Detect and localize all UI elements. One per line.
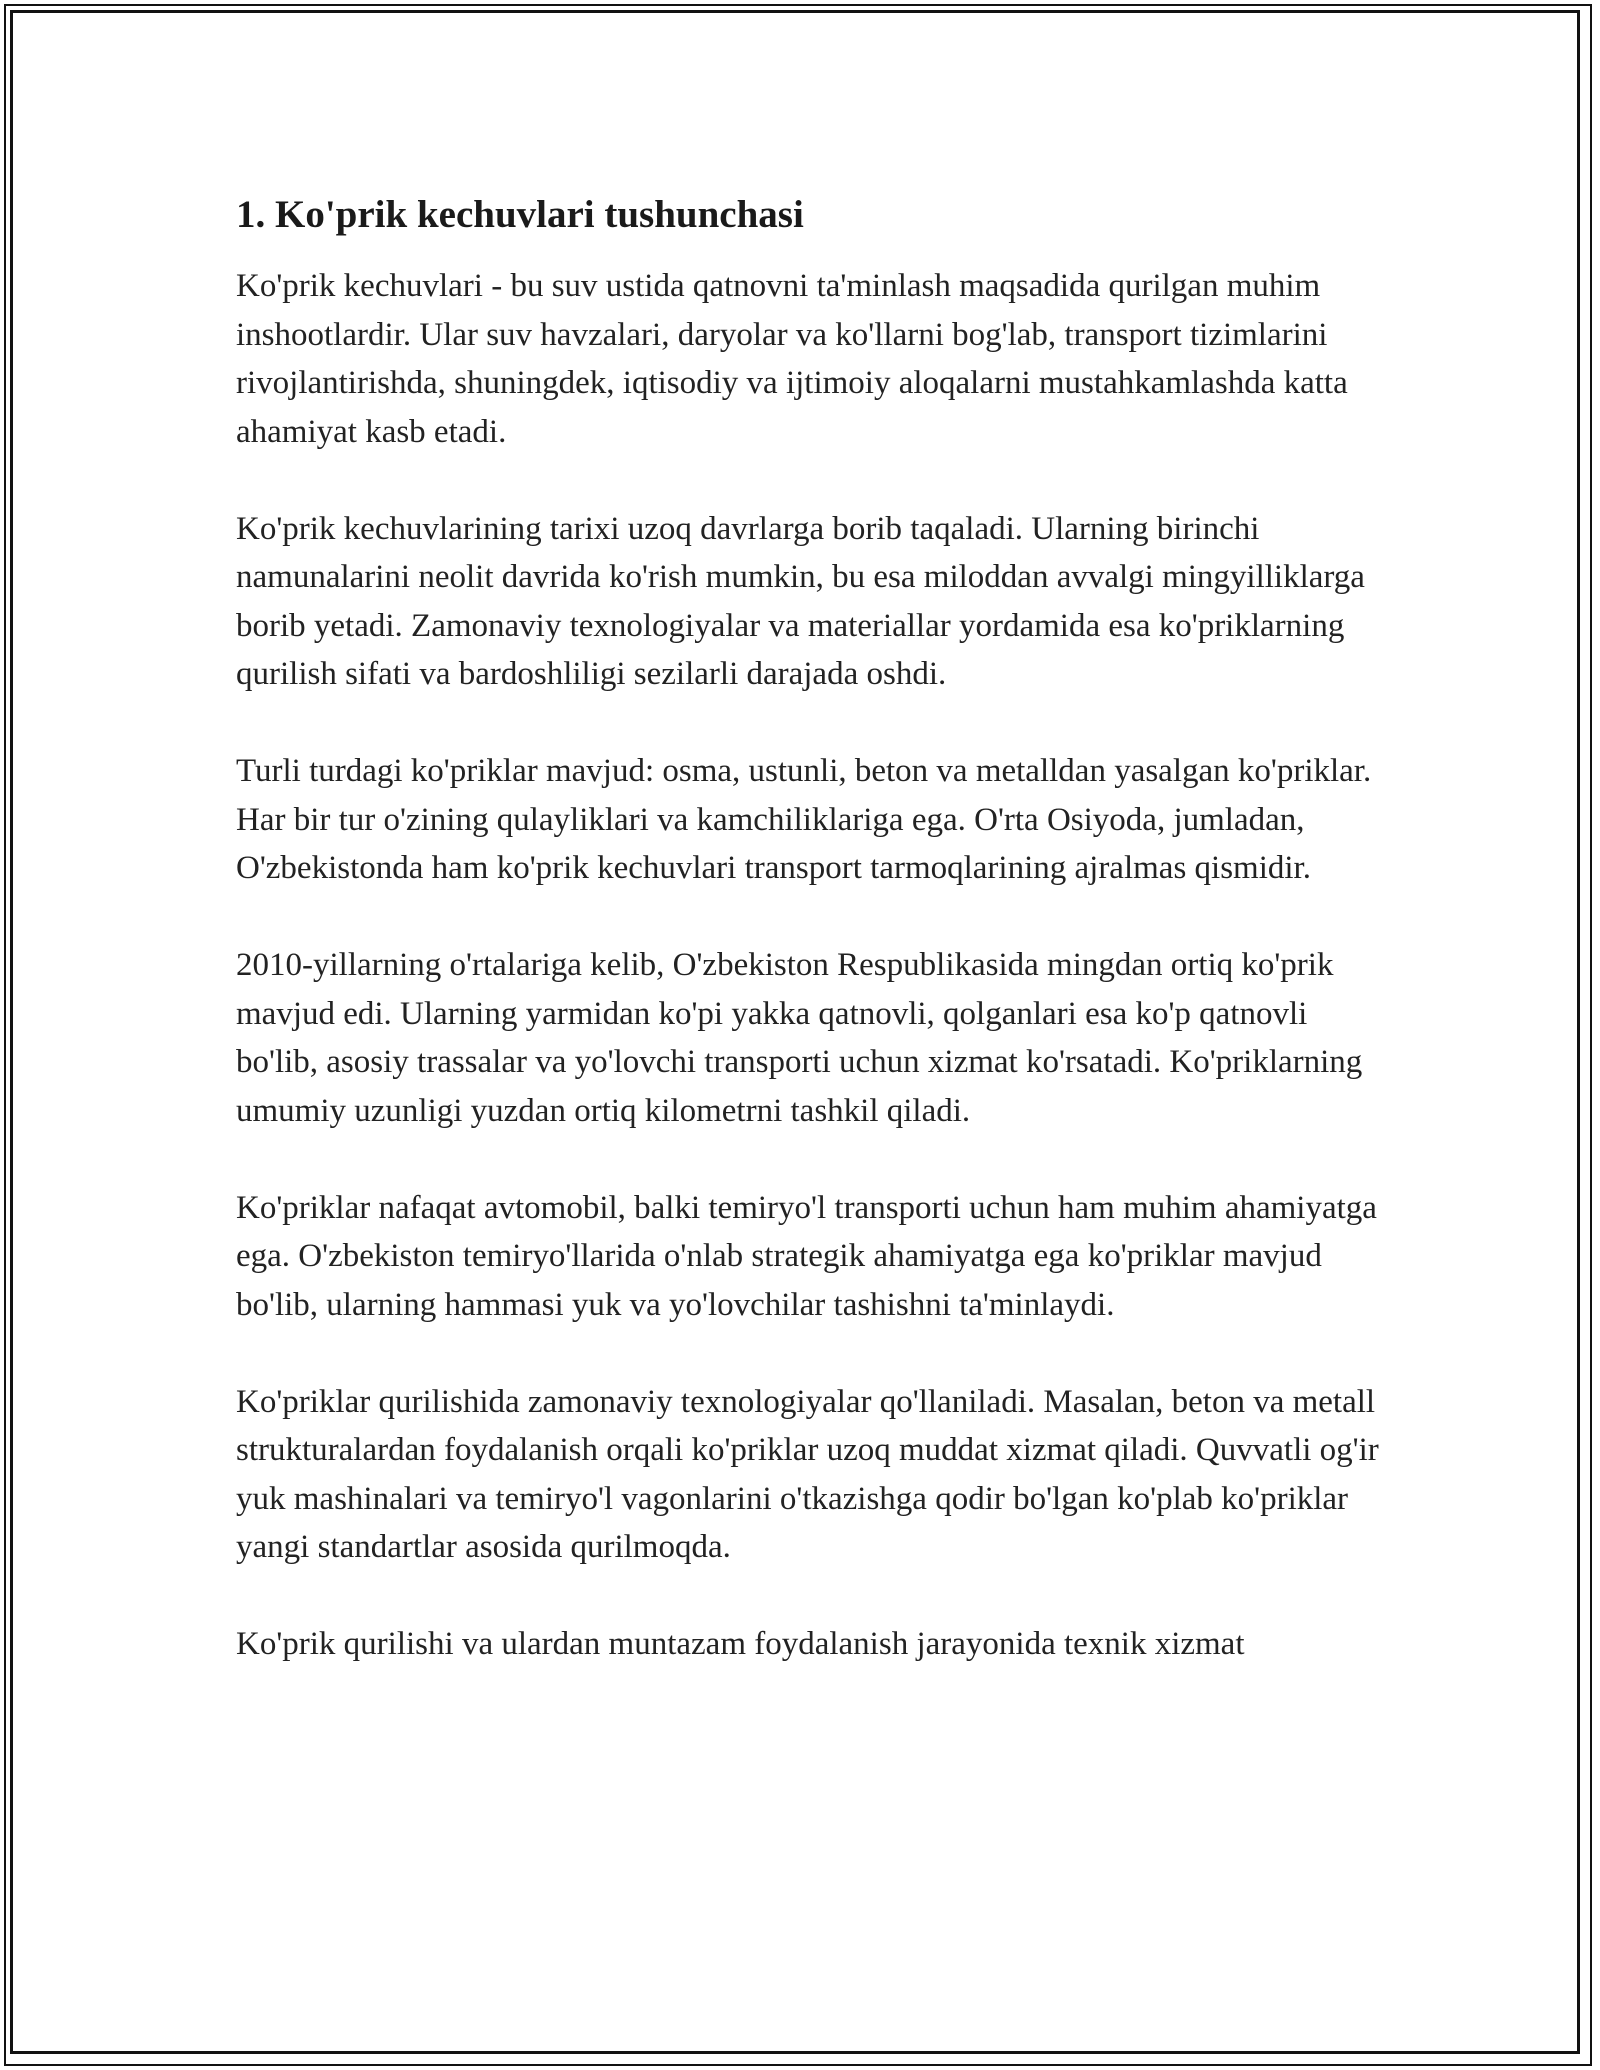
paragraph-definition: Ko'prik kechuvlari - bu suv ustida qatnovni ta'minlash maqsadida qurilgan muhim inshootlardir. Ular suv havzalari, daryolar va ko'llarni bog'lab, transport tizimlarini rivojlantirishda, shuningdek, iqtisodiy va ijtimoiy aloqalarni mustahkamlashda katta ahamiyat kasb etadi. xyxy=(236,268,1348,450)
paragraph-railway: Ko'priklar nafaqat avtomobil, balki temiryo'l transporti uchun ham muhim ahamiyatga ega. O'zbekiston temiryo'llarida o'nlab strategik ahamiyatga ega ko'priklar mavjud bo'lib, ularning hammasi yuk va yo'lovchilar tashishni ta'minlaydi. xyxy=(236,1189,1377,1323)
paragraph-maintenance: Ko'prik qurilishi va ulardan muntazam foydalanish jarayonida texnik xizmat xyxy=(236,1626,1245,1662)
section-title: 1. Ko'prik kechuvlari tushunchasi xyxy=(236,193,804,236)
paragraph-statistics: 2010-yillarning o'rtalariga kelib, O'zbekiston Respublikasida mingdan ortiq ko'prik mavjud edi. Ularning yarmidan ko'pi yakka qatnovli, qolganlari esa ko'p qatnovli bo'lib, asosiy trassalar va yo'lovchi transporti uchun xizmat ko'rsatadi. Ko'priklarning umumiy uzunligi yuzdan ortiq kilometrni tashkil qiladi. xyxy=(236,947,1363,1129)
paragraph-history: Ko'prik kechuvlarining tarixi uzoq davrlarga borib taqaladi. Ularning birinchi namunalarini neolit davrida ko'rish mumkin, bu esa miloddan avvalgi mingyilliklarga borib yetadi. Zamonaviy texnologiyalar va materiallar yordamida esa ko'priklarning qurilish sifati va bardoshliligi sezilarli darajada oshdi. xyxy=(236,510,1365,692)
paragraph-technology: Ko'priklar qurilishida zamonaviy texnologiyalar qo'llaniladi. Masalan, beton va metall strukturalardan foydalanish orqali ko'priklar uzoq muddat xizmat qiladi. Quvvatli og'ir yuk mashinalari va temiryo'l vagonlarini o'tkazishga qodir bo'lgan ko'plab ko'priklar yangi standartlar asosida qurilmoqda. xyxy=(236,1383,1379,1565)
paragraph-types: Turli turdagi ko'priklar mavjud: osma, ustunli, beton va metalldan yasalgan ko'priklar. Har bir tur o'zining qulayliklari va kamchiliklariga ega. O'rta Osiyoda, jumladan, O'zbekistonda ham ko'prik kechuvlari transport tarmoqlarining ajralmas qismidir. xyxy=(236,753,1372,886)
document-body xyxy=(236,190,1386,1717)
